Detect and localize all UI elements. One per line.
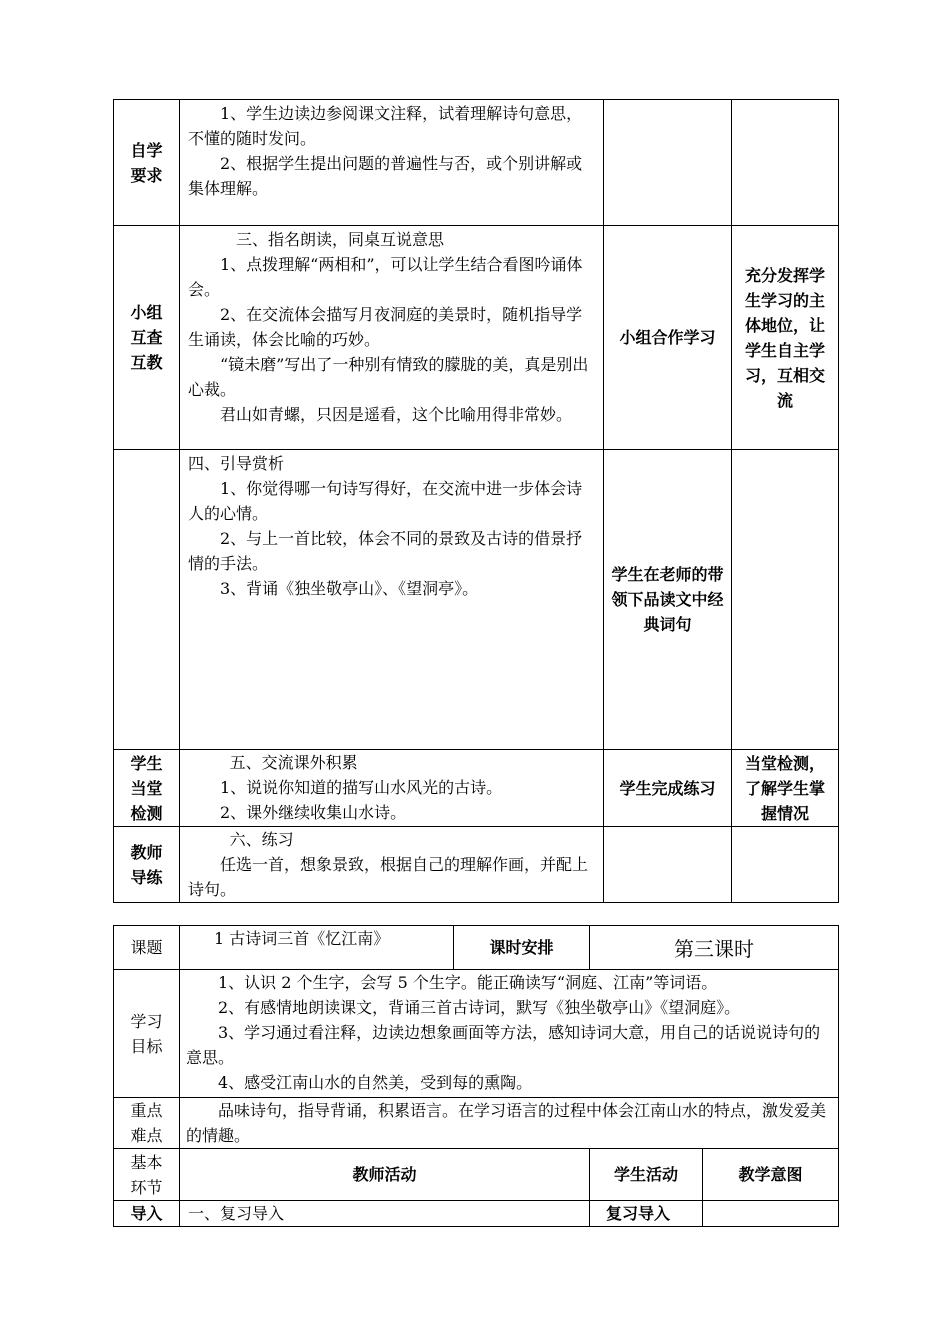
activity-line: 2、与上一首比较，体会不同的景致及古诗的借景抒情的手法。 [188,529,583,573]
row-label [114,226,180,450]
activity-line: 1、你觉得哪一句诗写得好，在交流中进一步体会诗人的心情。 [188,479,583,523]
student-activity-cell [604,100,732,226]
lesson-table-continued [113,99,839,903]
activity-line: “镜未磨”写出了一种别有情致的朦胧的美，真是别出心裁。 [188,355,589,399]
goals-cell [180,970,839,1098]
activity-line: 任选一首，想象景致，根据自己的理解作画，并配上诗句。 [188,855,589,899]
activity-line: 三、指名朗读，同桌互说意思 [236,230,445,249]
goal-line: 1、认识 2 个生字，会写 5 个生字。能正确读写“洞庭、江南”等词语。 [218,973,718,992]
activity-line: 1、点拨理解“两相和”，可以让学生结合看图吟诵体会。 [188,255,583,299]
key-label [114,1098,180,1149]
teacher-activity-cell [180,226,604,450]
label-text: 基本 环节 [130,1152,163,1197]
table-row [114,926,839,970]
goals-label [114,970,180,1098]
activity-line: 五、交流课外积累 [229,753,358,772]
row-label [114,450,180,750]
activity-line: 六、练习 [229,830,294,849]
intro-teacher: 一、复习导入 [180,1201,590,1227]
goal-line: 4、感受江南山水的自然美，受到每的熏陶。 [218,1073,533,1092]
table-row [114,827,839,903]
student-activity-cell: 学生在老师的带领下品读文中经典词句 [604,450,732,750]
intro-student: 复习导入 [590,1201,703,1227]
label-text: 教师 导练 [130,842,163,887]
activity-line: 3、背诵《独坐敬亭山》、《望洞亭》。 [220,579,479,598]
key-text: 品味诗句，指导背诵，积累语言。在学习语言的过程中体会江南山水的特点，激发爱美的情趣。 [186,1101,827,1145]
intent-cell: 当堂检测，了解学生掌握情况 [732,750,839,827]
table-row [114,226,839,450]
table-row [114,1149,839,1201]
intro-label: 导入 [114,1201,180,1227]
student-activity-cell: 学生完成练习 [604,750,732,827]
activity-line: 2、课外继续收集山水诗。 [220,803,407,822]
header-intent: 教学意图 [703,1149,839,1201]
student-activity-cell [604,827,732,903]
topic-value: 1 古诗词三首《忆江南》 [180,926,454,970]
teacher-activity-cell [180,750,604,827]
goal-line: 2、有感情地朗读课文，背诵三首古诗词，默写《独坐敬亭山》《望洞庭》。 [218,998,741,1017]
teacher-activity-cell [180,450,604,750]
schedule-value: 第三课时 [590,926,839,970]
activity-line: 2、根据学生提出问题的普遍性与否，或个别讲解或集体理解。 [188,154,583,198]
activity-line: 1、说说你知道的描写山水风光的古诗。 [220,778,503,797]
header-student: 学生活动 [590,1149,703,1201]
table-row [114,100,839,226]
table-row [114,1201,839,1227]
label-text: 重点 难点 [130,1101,163,1145]
lesson-plan-table [113,925,839,1227]
intent-cell: 充分发挥学生学习的主体地位，让学生自主学习，互相交流 [732,226,839,450]
row-label [114,827,180,903]
key-cell [180,1098,839,1149]
row-label [114,100,180,226]
activity-line: 2、在交流体会描写月夜洞庭的美景时，随机指导学生诵读，体会比喻的巧妙。 [188,305,583,349]
activity-line: 君山如青螺，只因是遥看，这个比喻用得非常妙。 [220,405,573,424]
table-row [114,970,839,1098]
schedule-label: 课时安排 [454,926,590,970]
table-row [114,750,839,827]
goal-line: 3、学习通过看注释，边读边想象画面等方法，感知诗词大意，用自己的话说说诗句的意思。 [186,1023,821,1067]
label-text: 学生 当堂 检测 [130,753,163,823]
header-teacher: 教师活动 [180,1149,590,1201]
label-text: 自学 要求 [130,140,163,185]
topic-label: 课题 [114,926,180,970]
header-link [114,1149,180,1201]
student-activity-cell: 小组合作学习 [604,226,732,450]
row-label [114,750,180,827]
table-row [114,450,839,750]
teacher-activity-cell [180,100,604,226]
intro-intent [703,1201,839,1227]
intent-cell [732,100,839,226]
label-text: 学习 目标 [130,1011,163,1056]
teacher-activity-cell [180,827,604,903]
label-text: 小组 互查 互教 [130,303,163,372]
activity-line: 1、学生边读边参阅课文注释，试着理解诗句意思，不懂的随时发问。 [188,104,583,148]
activity-line: 四、引导赏析 [188,454,285,473]
intent-cell [732,450,839,750]
intent-cell [732,827,839,903]
table-row [114,1098,839,1149]
